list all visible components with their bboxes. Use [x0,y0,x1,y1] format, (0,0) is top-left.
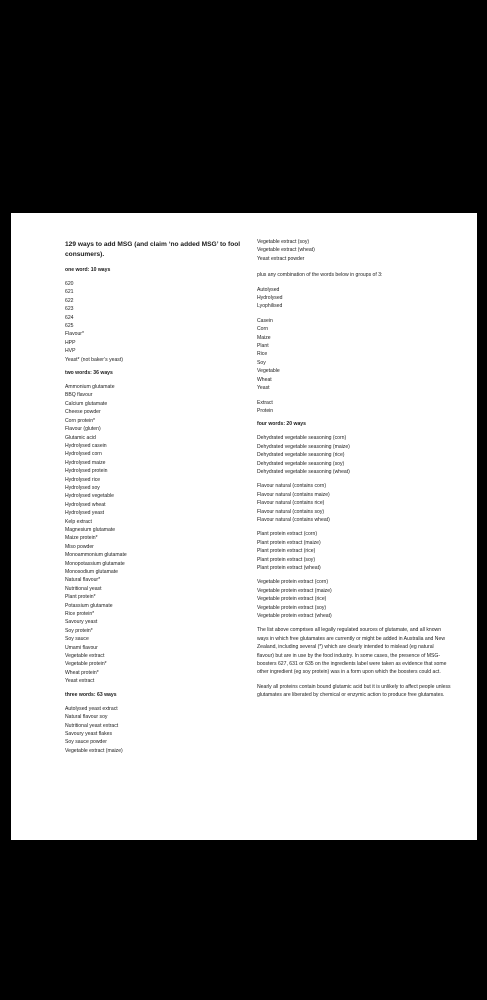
list-item: Natural flavour soy [65,714,108,721]
list-item: Yeast [257,385,270,392]
list-item: Monosodium glutamate [65,569,118,575]
list-item: Maize [257,334,271,341]
section-heading-two-words: two words: 36 ways [65,370,113,377]
list-item: Yeast extract [65,678,95,685]
list-item: 620 [65,281,74,287]
list-item: Flavour natural (contains wheat) [257,516,330,523]
list-item: Vegetable protein extract (soy) [257,604,327,611]
list-item: Natural flavour* [65,577,101,584]
list-item: Hydrolysed maize [65,459,106,466]
list-two-words [65,383,245,686]
list-item: Soy [257,359,266,366]
list-item: Plant protein* [65,594,96,601]
list-item: Flavour natural (contains maize) [257,491,330,498]
list-item: Yeast extract powder [257,255,305,262]
list-item: Plant protein extract (corn) [257,531,318,538]
list-item: Hydrolysed protein [65,468,108,475]
list-four-words-group3 [257,530,452,572]
list-item: Soy protein* [65,627,93,634]
list-item: Plant protein extract (soy) [257,556,316,563]
section-heading-one-word: one word: 10 ways [65,267,111,273]
list-item: Rice [257,351,268,358]
list-item: Vegetable extract (maize) [65,747,123,754]
list-item: Plant protein extract (maize) [257,539,321,546]
list-item: 621 [65,289,74,296]
list-item: Flavour natural (contains rice) [257,500,325,507]
list-four-words-group4 [257,578,452,620]
list-item: Plant protein extract (rice) [257,548,316,555]
list-item: Monopotassium glutamate [65,560,125,567]
document-page [11,213,477,840]
right-column [257,238,452,700]
list-item: Hydrolysed yeast [65,510,105,517]
list-item: Nutritional yeast extract [65,722,119,729]
list-item: Dehydrated vegetable seasoning (rice) [257,452,345,459]
list-item: Ammonium glutamate [65,384,115,391]
list-item: Extract [257,399,273,406]
list-item: Calcium glutamate [65,400,108,407]
list-item: Flavour* [65,331,84,338]
combination-intro: plus any combination of the words below in groups of 3: [257,272,383,279]
list-item: Hydrolysed vegetable [65,493,114,500]
list-item: Hydrolysed [257,295,283,302]
list-item: Flavour (gluten) [65,426,101,433]
list-item: Savoury yeast [65,619,98,626]
list-item: Vegetable protein extract (wheat) [257,613,332,620]
list-item: Corn [257,326,269,333]
list-item: Glutamic acid [65,434,96,441]
list-item: Dehydrated vegetable seasoning (maize) [257,443,350,450]
list-item: 622 [65,297,74,304]
list-item: Dehydrated vegetable seasoning (soy) [257,460,345,467]
list-item: BBQ flavour [65,392,93,399]
list-item: Hydrolysed rice [65,476,101,483]
list-item: Miso powder [65,543,94,550]
list-item: Monoammonium glutamate [65,552,127,559]
list-item: Potassium glutamate [65,602,113,609]
list-item: 624 [65,314,74,321]
list-item: Soy sauce [65,636,89,643]
list-item: Vegetable protein extract (corn) [257,579,329,586]
list-item: Kelp extract [65,518,92,525]
list-item: Hydrolysed wheat [65,501,106,508]
document-title: 129 ways to add MSG (and claim ‘no added MSG’ to fool consumers). [65,241,241,258]
list-item: 623 [65,306,74,313]
list-item: HVP [65,348,76,355]
list-three-words-left [65,705,245,755]
list-item: Vegetable extract [65,653,105,660]
list-item: Plant [257,343,269,350]
list-item: Casein [257,317,273,324]
list-item: Plant protein extract (wheat) [257,565,321,571]
list-one-word [65,280,245,364]
list-item: Vegetable [257,368,280,375]
list-item: Hydrolysed corn [65,451,102,458]
list-item: Soy sauce powder [65,739,107,746]
list-combination-group3 [257,399,452,416]
list-item: Flavour natural (contains soy) [257,508,325,515]
list-item: Dehydrated vegetable seasoning (wheat) [257,468,350,475]
list-combination-group1 [257,286,452,311]
list-item: Yeast* (not baker’s yeast) [65,356,123,363]
list-item: Corn protein* [65,417,96,424]
notes-paragraph-2: Nearly all proteins contain bound glutamic acid but it is unlikely to affect people unless glutamates are liberated by chemical or enzymic action to produce free glutamates. [257,683,451,699]
list-item: Lyophilised [257,303,283,310]
list-item: Vegetable protein extract (maize) [257,587,332,594]
list-item: Autolysed [257,286,280,293]
list-item: Magnesium glutamate [65,526,116,533]
list-item: HPP [65,339,76,346]
section-heading-four-words: four words: 20 ways [257,421,306,428]
notes-paragraph-1: The list above comprises all legally regulated sources of glutamate, and all known ways in which free glutamates are currently or might be added in Australia and New Zealand, including several (*) which are clearly intended to mislead (eg natural flavour) but are in use by the food industry. In some cases, the presence of MSG-boosters 627, 631 or 635 on the ingredients label were taken as evidence that some other ingredient (eg soy protein) was in a form upon which the boosters could act. [257,627,447,676]
list-item: Vegetable protein* [65,661,107,668]
list-item: 625 [65,323,74,330]
list-combination-group2 [257,317,452,393]
list-item: Umami flavour [65,644,98,651]
list-item: Vegetable extract (soy) [257,239,310,245]
left-column [65,240,245,755]
list-item: Savoury yeast flakes [65,730,112,737]
list-item: Maize protein* [65,535,98,542]
list-item: Flavour natural (contains corn) [257,483,327,490]
list-item: Nutritional yeast [65,585,102,592]
list-item: Protein [257,407,274,414]
list-item: Vegetable protein extract (rice) [257,596,327,603]
list-item: Dehydrated vegetable seasoning (corn) [257,435,347,442]
list-three-words-right [257,238,452,263]
list-item: Cheese powder [65,409,101,416]
list-item: Vegetable extract (wheat) [257,247,315,254]
list-item: Wheat [257,376,272,383]
list-item: Autolysed yeast extract [65,705,118,712]
list-item: Wheat protein* [65,669,99,676]
list-item: Rice protein* [65,611,95,618]
list-item: Hydrolysed soy [65,484,100,491]
list-item: Hydrolysed casein [65,442,107,449]
section-heading-three-words: three words: 63 ways [65,691,117,698]
list-four-words-group2 [257,482,452,524]
list-four-words-group1 [257,434,452,476]
